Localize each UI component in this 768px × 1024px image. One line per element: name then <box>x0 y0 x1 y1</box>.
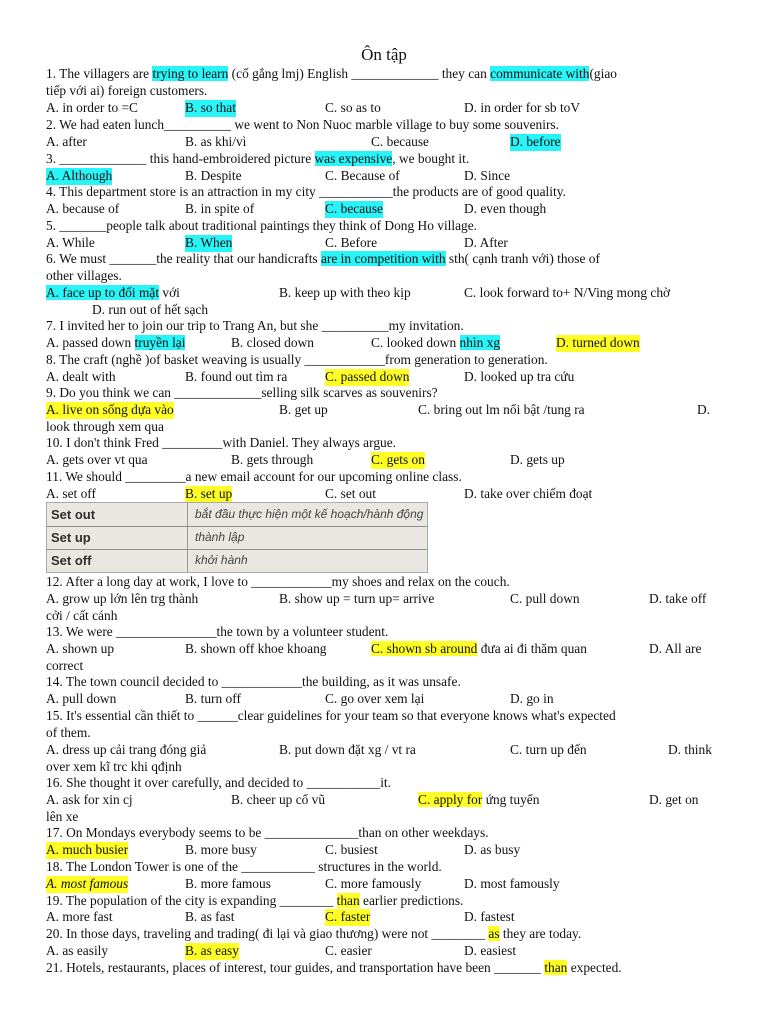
option-c: C. faster <box>325 909 371 924</box>
highlight: communicate with <box>490 66 590 81</box>
option-a <box>46 285 180 302</box>
option-b: B. When <box>185 235 233 250</box>
option-a: A. as easily <box>46 943 109 958</box>
option-b: B. keep up with theo kịp <box>279 285 411 300</box>
option-c-highlight: nhìn xg <box>459 335 501 350</box>
question-text: earlier predictions. <box>359 893 464 908</box>
option-a-highlight: A. face up to đối mặt <box>46 285 160 300</box>
option-b: B. as easy <box>185 943 239 958</box>
option-a: A. set off <box>46 486 96 501</box>
option-a: A. much busier <box>46 842 129 857</box>
option-a: A. after <box>46 134 87 149</box>
question-18: 18. The London Tower is one of the ___________ structures in the world. <box>46 859 442 874</box>
option-b: B. gets through <box>231 452 314 467</box>
question-7: 7. I invited her to join our trip to Trang An, but she __________my invitation. <box>46 318 464 333</box>
option-a: A. more fast <box>46 909 113 924</box>
option-c: C. go over xem lại <box>325 691 425 706</box>
option-b: B. as fast <box>185 909 235 924</box>
option-b: B. Despite <box>185 168 242 183</box>
options-3 <box>46 168 746 185</box>
table-row <box>47 549 427 572</box>
option-d-continued: cởi / cất cánh <box>46 608 118 623</box>
question-text: (giao <box>589 66 617 81</box>
option-b: B. so that <box>185 100 236 115</box>
option-c: C. bring out lm nổi bật /tung ra <box>418 402 585 417</box>
options-6-line2 <box>46 302 746 319</box>
option-b: B. as khi/vì <box>185 134 247 149</box>
page-title: Ôn tập <box>361 45 407 64</box>
option-c: C. look forward to+ N/Ving mong chờ <box>464 285 671 300</box>
option-a: A. While <box>46 235 95 250</box>
options-11 <box>46 486 746 503</box>
options-5 <box>46 235 746 252</box>
option-a: A. Although <box>46 168 113 183</box>
table-meaning: khởi hành <box>195 553 248 567</box>
option-d: D. <box>697 402 711 417</box>
option-c: C. because <box>371 134 430 149</box>
options-14 <box>46 691 746 708</box>
option-c: C. passed down <box>325 369 410 384</box>
options-15 <box>46 742 746 759</box>
option-d-continued: correct <box>46 658 84 673</box>
option-a: A. dealt with <box>46 369 116 384</box>
option-b: B. more famous <box>185 876 271 891</box>
option-b: B. get up <box>279 402 328 417</box>
question-15-line2: of them. <box>46 725 91 740</box>
highlight: are in competition with <box>320 251 446 266</box>
option-d: D. run out of hết sạch <box>92 302 209 317</box>
option-d: D. in order for sb toV <box>464 100 581 115</box>
table-row <box>47 526 427 550</box>
highlight: as <box>488 926 500 941</box>
question-2: 2. We had eaten lunch__________ we went to Non Nuoc marble village to buy some souvenirs. <box>46 117 559 132</box>
option-b: B. set up <box>185 486 233 501</box>
highlight: than <box>544 960 568 975</box>
option-c: C. so as to <box>325 100 381 115</box>
option-d: D. even though <box>464 201 547 216</box>
option-d: D. take off <box>649 591 707 606</box>
highlight: was expensive <box>314 151 393 166</box>
option-d-continued: look through xem qua <box>46 419 164 434</box>
question-17: 17. On Mondays everybody seems to be ______________than on other weekdays. <box>46 825 489 840</box>
options-18 <box>46 876 746 893</box>
table-term: Set out <box>51 507 96 522</box>
option-c: C. Before <box>325 235 378 250</box>
question-8: 8. The craft (nghề )of basket weaving is usually ____________from generation to generation. <box>46 352 548 367</box>
option-d: D. Since <box>464 168 511 183</box>
question-text: 3. _____________ this hand-embroidered picture <box>46 151 315 166</box>
option-c: C. turn up đến <box>510 742 587 757</box>
question-1 <box>46 66 746 83</box>
vocabulary-table <box>46 502 428 573</box>
question-14: 14. The town council decided to ____________the building, as it was unsafe. <box>46 674 461 689</box>
options-6 <box>46 285 746 302</box>
option-d: D. fastest <box>464 909 515 924</box>
option-a: A. grow up lớn lên trg thành <box>46 591 199 606</box>
option-d-continued: lên xe <box>46 809 79 824</box>
option-c: C. gets on <box>371 452 425 467</box>
option-d: D. turned down <box>556 335 640 350</box>
option-d: D. looked up tra cứu <box>464 369 575 384</box>
question-6 <box>46 251 746 268</box>
question-15: 15. It's essential cần thiết to ______clear guidelines for your team so that everyone knows what's expected <box>46 708 616 723</box>
options-9 <box>46 402 746 419</box>
option-c <box>418 792 539 809</box>
option-b: B. turn off <box>185 691 241 706</box>
option-b: B. more busy <box>185 842 257 857</box>
highlight: than <box>336 893 360 908</box>
options-17 <box>46 842 746 859</box>
table-term: Set off <box>51 553 92 568</box>
option-d: D. All are <box>649 641 702 656</box>
question-13: 13. We were _______________the town by a volunteer student. <box>46 624 389 639</box>
option-a: A. because of <box>46 201 120 216</box>
option-d-continued: over xem kĩ trc khi qđịnh <box>46 759 182 774</box>
options-8 <box>46 369 746 386</box>
option-c-rest: đưa ai đi thăm quan <box>477 641 587 656</box>
table-term: Set up <box>51 530 91 545</box>
table-meaning: bắt đầu thực hiện một kế hoạch/hành động <box>195 507 424 521</box>
option-d: D. most famously <box>464 876 560 891</box>
question-19 <box>46 893 746 910</box>
option-a: A. gets over vt qua <box>46 452 148 467</box>
question-text: 6. We must _______the reality that our handicrafts <box>46 251 321 266</box>
options-12 <box>46 591 746 608</box>
option-a-text: A. passed down <box>46 335 135 350</box>
question-5: 5. _______people talk about traditional paintings they think of Dong Ho village. <box>46 218 478 233</box>
question-12: 12. After a long day at work, I love to ____________my shoes and relax on the couch. <box>46 574 510 589</box>
highlight: trying to learn <box>152 66 229 81</box>
options-19 <box>46 909 746 926</box>
option-d: D. as busy <box>464 842 521 857</box>
option-d: D. get on <box>649 792 699 807</box>
options-20 <box>46 943 746 960</box>
options-7 <box>46 335 746 352</box>
question-21 <box>46 960 746 977</box>
question-text: (cố gắng lmj) English _____________ they can <box>228 66 491 81</box>
options-1 <box>46 100 746 117</box>
table-row <box>47 503 427 527</box>
question-3 <box>46 151 746 168</box>
option-c <box>371 641 587 658</box>
option-b: B. in spite of <box>185 201 255 216</box>
question-16: 16. She thought it over carefully, and decided to ___________it. <box>46 775 391 790</box>
option-a: A. live on sống dựa vào <box>46 402 174 417</box>
option-a: A. shown up <box>46 641 115 656</box>
option-c: C. pull down <box>510 591 580 606</box>
option-a-rest: với <box>159 285 180 300</box>
options-10 <box>46 452 746 469</box>
option-c-highlight: C. apply for <box>418 792 483 807</box>
question-text: 21. Hotels, restaurants, places of interest, tour guides, and transportation have been _______ <box>46 960 545 975</box>
option-d: D. After <box>464 235 508 250</box>
option-b: B. cheer up cổ vũ <box>231 792 326 807</box>
option-b: B. put down đặt xg / vt ra <box>279 742 416 757</box>
option-c: C. busiest <box>325 842 378 857</box>
options-13 <box>46 641 746 658</box>
option-b: B. show up = turn up= arrive <box>279 591 435 606</box>
question-10: 10. I don't think Fred _________with Daniel. They always argue. <box>46 435 397 450</box>
option-b: B. closed down <box>231 335 314 350</box>
options-16 <box>46 792 746 809</box>
option-d: D. gets up <box>510 452 565 467</box>
question-6-line2: other villages. <box>46 268 122 283</box>
option-a-highlight: truyền lại <box>134 335 186 350</box>
option-a: A. most famous <box>46 876 129 891</box>
option-a: A. in order to =C <box>46 100 138 115</box>
question-20 <box>46 926 746 943</box>
question-text: 20. In those days, traveling and trading( đi lại và giao thương) were not ________ <box>46 926 489 941</box>
option-c: C. more famously <box>325 876 422 891</box>
option-d: D. easiest <box>464 943 517 958</box>
option-a: A. ask for xin cj <box>46 792 133 807</box>
option-c: C. Because of <box>325 168 400 183</box>
option-c-rest: ứng tuyển <box>482 792 540 807</box>
question-text: sth( cạnh tranh với) those of <box>445 251 600 266</box>
question-text: they are today. <box>499 926 582 941</box>
option-c-highlight: C. shown sb around <box>371 641 478 656</box>
option-c-text: C. looked down <box>371 335 460 350</box>
option-d: D. think <box>668 742 712 757</box>
question-text: , we bought it. <box>392 151 470 166</box>
options-2 <box>46 134 746 151</box>
option-b: B. found out tìm ra <box>185 369 288 384</box>
question-text: 1. The villagers are <box>46 66 153 81</box>
table-meaning: thành lập <box>195 530 245 544</box>
option-d: D. before <box>510 134 561 149</box>
question-text: 19. The population of the city is expanding ________ <box>46 893 337 908</box>
option-c: C. easier <box>325 943 372 958</box>
question-11: 11. We should _________a new email account for our upcoming online class. <box>46 469 462 484</box>
options-4 <box>46 201 746 218</box>
option-c: C. because <box>325 201 384 216</box>
option-a: A. dress up cải trang đóng giả <box>46 742 207 757</box>
option-a <box>46 335 185 352</box>
option-d: D. take over chiếm đoạt <box>464 486 593 501</box>
option-c: C. set out <box>325 486 376 501</box>
question-4: 4. This department store is an attraction in my city ___________the products are of good quality. <box>46 184 566 199</box>
option-b: B. shown off khoe khoang <box>185 641 327 656</box>
option-d: D. go in <box>510 691 554 706</box>
option-a: A. pull down <box>46 691 117 706</box>
option-c <box>371 335 500 352</box>
question-1-line2: tiếp với ai) foreign customers. <box>46 83 208 98</box>
question-9: 9. Do you think we can _____________selling silk scarves as souvenirs? <box>46 385 438 400</box>
question-text: expected. <box>567 960 622 975</box>
